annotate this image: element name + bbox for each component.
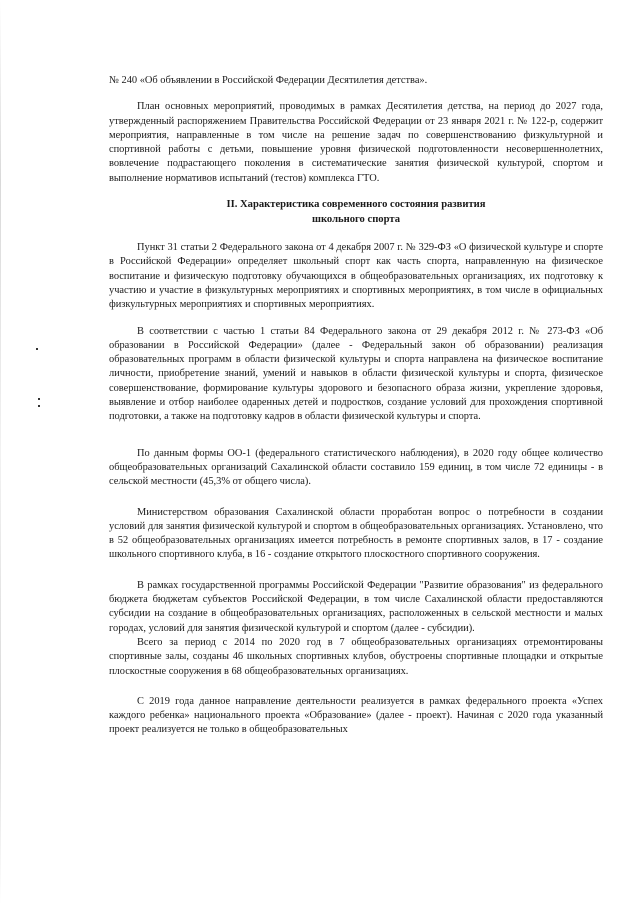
- paragraph-oo1-stats: По данным формы ОО-1 (федерального статистического наблюдения), в 2020 году общее количество общеобразовательных организаций Сахалинской области составило 159 единиц, в том числе 72 единицы - в сельской местности (45,3% от общего числа).: [109, 447, 603, 488]
- section-heading-line2: школьного спорта: [312, 213, 400, 225]
- scan-edge: [0, 0, 1, 905]
- section-heading-line1: II. Характеристика современного состояния развития: [226, 199, 486, 211]
- paragraph-law-329: Пункт 31 статьи 2 Федерального закона от 4 декабря 2007 г. № 329-ФЗ «О физической культуре и спорте в Российской Федерации» определяет школьный спорт как часть спорта, направленную на физическое воспитание и физическую подготовку обучающихся в общеобразовательных организациях, их подготовку к участию и участие в физкультурных мероприятиях и спортивных мероприятиях, в том числе в официальных физкультурных мероприятиях и спортивных мероприятиях.: [109, 242, 603, 311]
- scan-speck: [36, 348, 38, 350]
- section-heading: [109, 198, 603, 227]
- paragraph-ministry-needs: Министерством образования Сахалинской области проработан вопрос о потребности в создании условий для занятия физической культурой и спортом в общеобразовательных организациях. Установлено, что в 52 общеобразовательных организациях имеется потребность в ремонте спортивных залов, в 17 - создание школьного спортивного клуба, в 16 - создание открытого плоскостного спортивного сооружения.: [109, 506, 603, 561]
- scan-speck: [38, 398, 40, 400]
- paragraph-decree-ref: № 240 «Об объявлении в Российской Федерации Десятилетия детства».: [109, 75, 428, 86]
- scan-speck: [38, 405, 40, 407]
- paragraph-law-273: В соответствии с частью 1 статьи 84 Федерального закона от 29 декабря 2012 г. № 273-ФЗ «Об образовании в Российской Федерации» (далее - Федеральный закон об образовании) реализация образовательных программ в области физической культуры и спорта направлена на физическое воспитание личности, приобретение знаний, умений и навыков в области физической культуры и спорта, физическое совершенствование, формирование культуры здорового и безопасного образа жизни, укрепление здоровья, выявление и отбор наиболее одаренных детей и подростков, создание условий для прохождения спортивной подготовки, а также на подготовку кадров в области физической культуры и спорта.: [109, 325, 603, 423]
- paragraph-project-2019: С 2019 года данное направление деятельности реализуется в рамках федерального проекта «Успех каждого ребенка» национального проекта «Образование» (далее - проект). Начиная с 2020 года указанный проект реализуется не только в общеобразовательных: [109, 695, 603, 736]
- paragraph-state-program: В рамках государственной программы Российской Федерации "Развитие образования" из федерального бюджета бюджетам субъектов Российской Федерации, в том числе Сахалинской области предоставляются субсидии на создание в общеобразовательных организациях, расположенных в сельской местности и малых городах, условий для занятия физической культурой и спортом (далее - субсидии).: [109, 579, 603, 634]
- paragraph-2014-2020: Всего за период с 2014 по 2020 год в 7 общеобразовательных организациях отремонтированы спортивные залы, созданы 46 школьных спортивных клубов, обустроены спортивные площадки и открытые плоскостные сооружения в 68 общеобразовательных организациях.: [109, 636, 603, 677]
- paragraph-decade-plan: План основных мероприятий, проводимых в рамках Десятилетия детства, на период до 2027 года, утвержденный распоряжением Правительства Российской Федерации от 23 января 2021 г. № 122-р, содержит мероприятия, направленные в том числе на решение задач по совершенствованию физкультурной и спортивной работы с детьми, повышение уровня физической подготовленности несовершеннолетних, вовлечение подрастающего поколения в систематические занятия физической культурой, спортом и выполнение нормативов испытаний (тестов) комплекса ГТО.: [109, 101, 603, 184]
